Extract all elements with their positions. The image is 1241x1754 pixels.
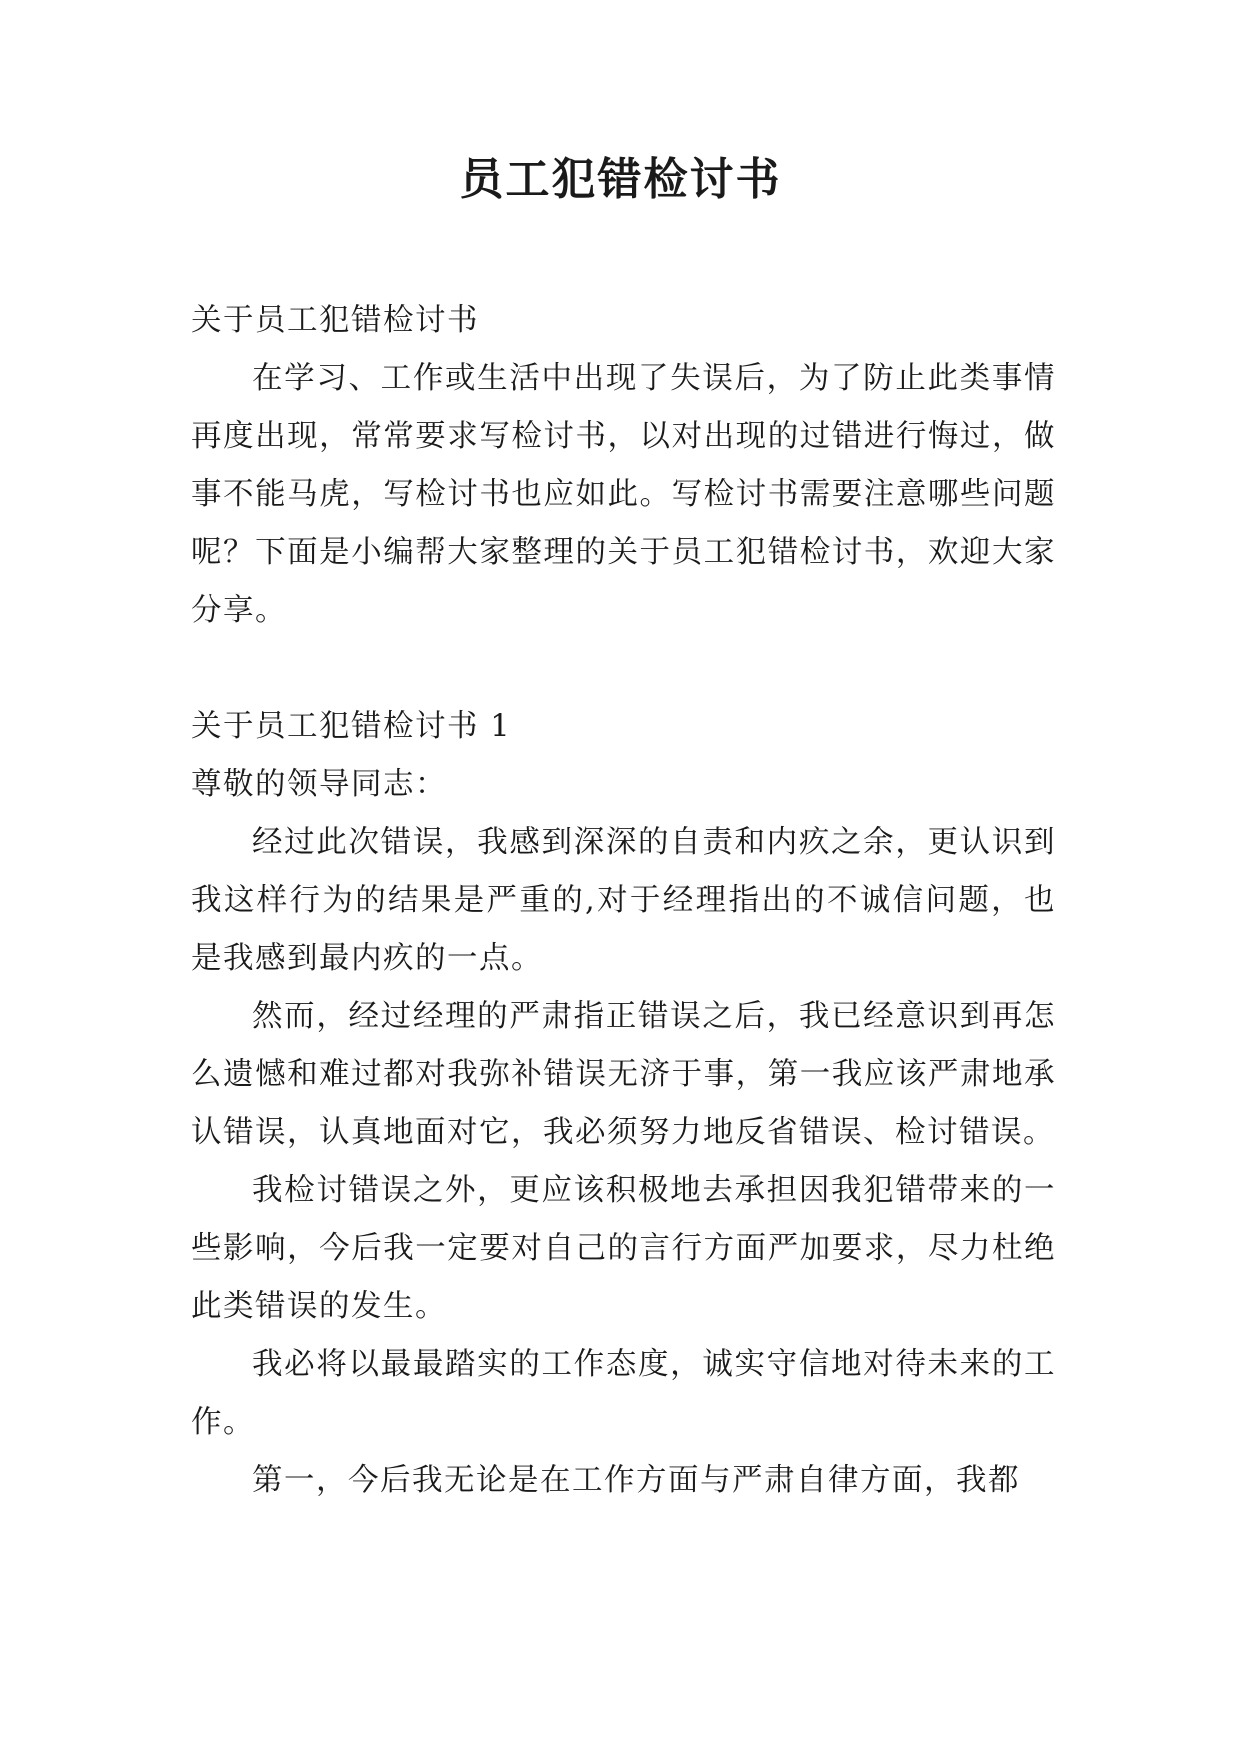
salutation: 尊敬的领导同志： — [191, 767, 447, 802]
intro-paragraph: 在学习、工作或生活中出现了失误后，为了防止此类事情再度出现，常常要求写检讨书，以对出现的过错进行悔过，做事不能马虎，写检讨书也应如此。写检讨书需要注意哪些问题呢？下面是小编帮大家整理的关于员工犯错检讨书，欢迎大家分享。 — [191, 361, 1056, 628]
document-title: 员工犯错检讨书 — [459, 154, 782, 205]
body-paragraph: 第一，今后我无论是在工作方面与严肃自律方面，我都 — [252, 1463, 1020, 1498]
body-paragraph: 然而，经过经理的严肃指正错误之后，我已经意识到再怎么遗憾和难过都对我弥补错误无济于事，第一我应该严肃地承认错误，认真地面对它，我必须努力地反省错误、检讨错误。 — [191, 999, 1056, 1150]
section-gap — [191, 640, 1056, 698]
section-heading: 关于员工犯错检讨书 1 — [191, 709, 512, 744]
subtitle: 关于员工犯错检讨书 — [191, 303, 479, 338]
body-paragraph: 我必将以最最踏实的工作态度，诚实守信地对待未来的工作。 — [191, 1347, 1056, 1440]
document-body — [191, 292, 1056, 1510]
body-paragraph: 我检讨错误之外，更应该积极地去承担因我犯错带来的一些影响，今后我一定要对自己的言行方面严加要求，尽力杜绝此类错误的发生。 — [191, 1173, 1056, 1324]
body-paragraph: 经过此次错误，我感到深深的自责和内疚之余，更认识到我这样行为的结果是严重的,对于经理指出的不诚信问题，也是我感到最内疚的一点。 — [191, 825, 1056, 976]
